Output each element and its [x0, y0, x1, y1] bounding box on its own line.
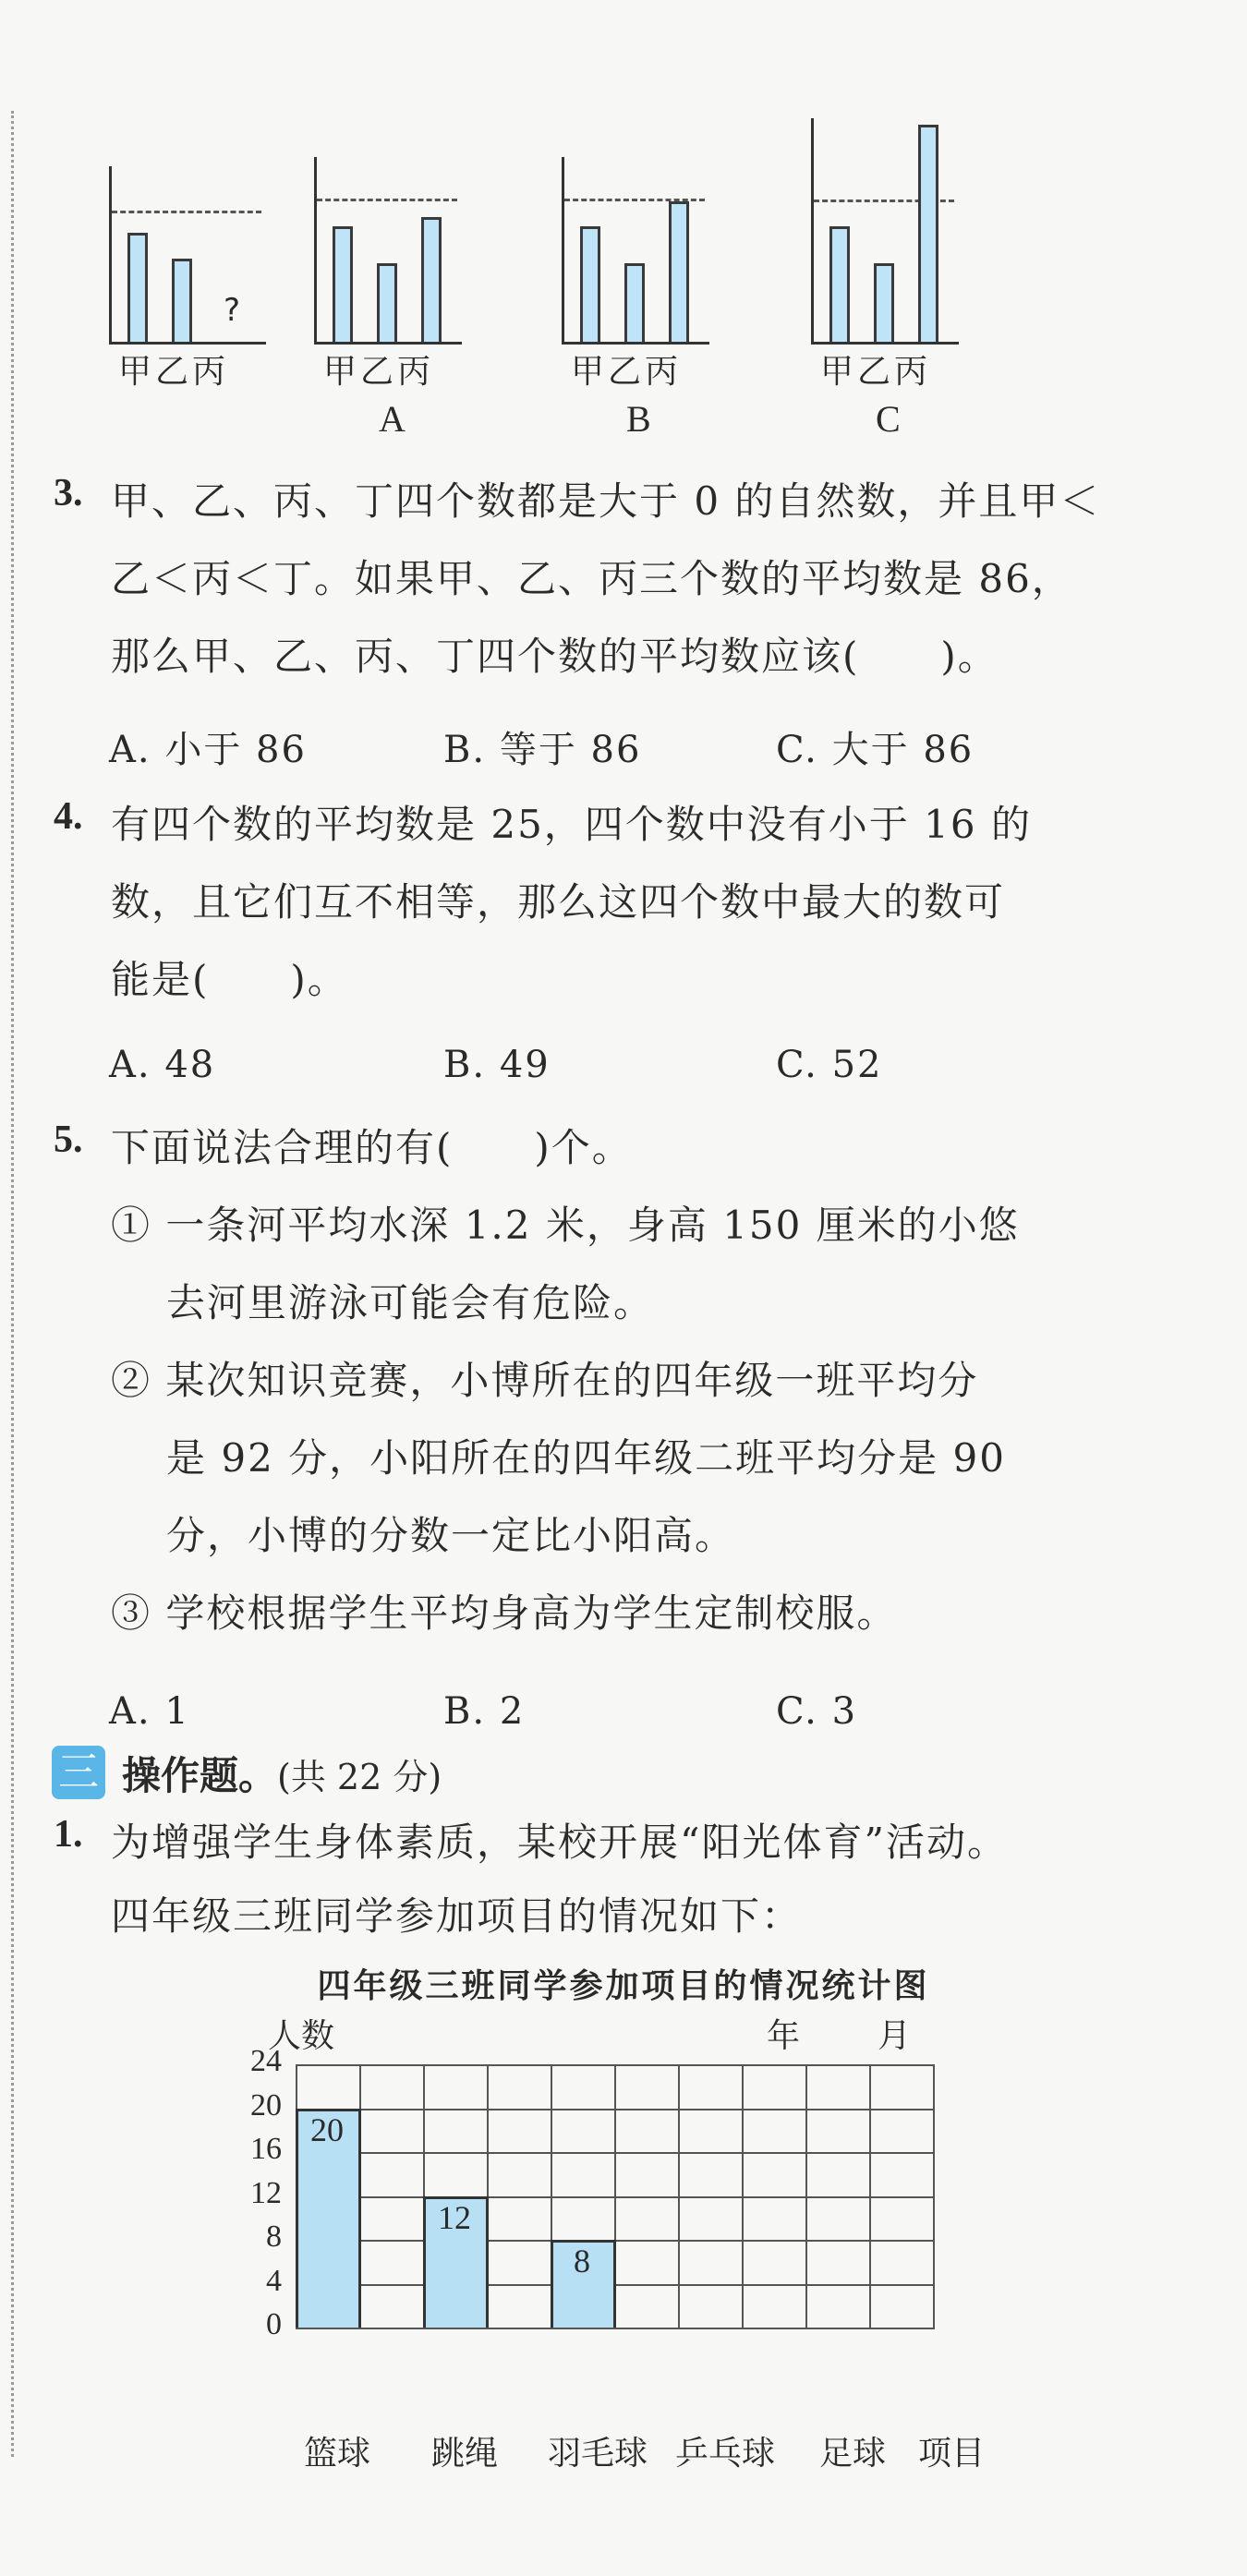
y-tick-label: 4: [266, 2263, 282, 2298]
x-category-label: 足球: [818, 2435, 886, 2473]
grid-v-line: [742, 2064, 744, 2328]
question-line: ② 某次知识竞赛，小博所在的四年级一班平均分: [111, 1358, 979, 1403]
section-title-text: 操作题。: [122, 1753, 278, 1798]
grid-h-line: [296, 2328, 935, 2329]
question-line: 去河里游泳可能会有危险。: [166, 1280, 655, 1325]
grid-v-line: [805, 2064, 807, 2328]
chart-value-label: 20: [310, 2110, 344, 2148]
y-tick-label: 24: [250, 2044, 282, 2078]
option-bar: [624, 263, 645, 342]
question-line: 数，且它们互不相等，那么这四个数中最大的数可: [111, 879, 1006, 925]
answer-option: C. 3: [776, 1690, 858, 1733]
option-bar: [874, 263, 894, 342]
chart-value-label: 8: [574, 2243, 590, 2280]
y-tick-label: 8: [266, 2219, 282, 2254]
x-axis-title: 项目: [917, 2435, 985, 2473]
x-category-label: 羽毛球: [547, 2435, 648, 2473]
grid-v-line: [678, 2064, 680, 2328]
answer-option: B. 49: [443, 1044, 551, 1086]
option-chart-2: [314, 157, 462, 397]
answer-option: A. 小于 86: [109, 729, 307, 771]
option-bar: [669, 201, 689, 342]
bar-labels: 甲乙丙: [820, 353, 932, 391]
option-chart-3: [562, 157, 709, 397]
y-axis: [811, 118, 814, 342]
question-number: 5.: [54, 1119, 83, 1161]
question-line: ③ 学校根据学生平均身高为学生定制校服。: [111, 1590, 898, 1636]
answer-option: A. 48: [109, 1044, 216, 1086]
x-category-label: 篮球: [303, 2435, 370, 2473]
grid-v-line: [869, 2064, 871, 2328]
bar-labels: 甲乙丙: [323, 353, 435, 391]
section-points: (共 22 分): [277, 1757, 442, 1797]
question-line: 甲、乙、丙、丁四个数都是大于 0 的自然数，并且甲＜: [111, 478, 1101, 524]
answer-option: B. 2: [443, 1690, 526, 1733]
task1-line-1: 为增强学生身体素质，某校开展“阳光体育”活动。: [111, 1820, 1008, 1865]
bar-labels: 甲乙丙: [571, 353, 683, 391]
option-letter: A: [379, 398, 406, 440]
option-bar: [829, 226, 850, 342]
option-chart-1: [109, 166, 266, 397]
chart-date-year: 年: [767, 2017, 801, 2055]
section-title: [122, 1746, 442, 1801]
chart-value-label: 12: [438, 2198, 471, 2236]
y-tick-label: 20: [250, 2087, 282, 2122]
x-axis: [811, 342, 959, 345]
option-chart-4: [811, 118, 959, 397]
answer-option: C. 52: [776, 1044, 883, 1086]
x-axis: [562, 342, 709, 345]
answer-option: A. 1: [109, 1690, 190, 1733]
x-axis: [314, 342, 462, 345]
margin-dotted-line: [11, 111, 14, 2457]
question-line: 是 92 分，小阳所在的四年级二班平均分是 90: [166, 1435, 1006, 1481]
question-line: 下面说法合理的有( )个。: [111, 1125, 633, 1170]
x-category-label: 乒乓球: [674, 2435, 775, 2473]
y-tick-label: 0: [266, 2307, 282, 2341]
chart-y-label: 人数: [268, 2017, 335, 2055]
y-tick-label: 12: [250, 2175, 282, 2210]
answer-option: C. 大于 86: [776, 729, 975, 771]
y-tick-label: 16: [250, 2132, 282, 2166]
y-axis: [314, 157, 317, 342]
option-letter: B: [626, 398, 651, 440]
bar-labels: 甲乙丙: [118, 353, 230, 391]
question-number: 4.: [54, 795, 83, 838]
x-axis: [109, 342, 266, 345]
question-mark: ?: [224, 292, 241, 329]
question-line: 分，小博的分数一定比小阳高。: [166, 1513, 736, 1558]
option-bar: [172, 259, 192, 342]
answer-option: B. 等于 86: [443, 729, 642, 771]
option-bar: [580, 226, 600, 342]
task1-line-2: 四年级三班同学参加项目的情况如下：: [111, 1893, 803, 1939]
option-letter: C: [876, 398, 901, 440]
task1-number: 1.: [54, 1813, 83, 1856]
section-badge: 三: [52, 1746, 105, 1799]
question-number: 3.: [54, 472, 83, 514]
grid-v-line: [933, 2064, 935, 2328]
option-bar: [377, 263, 397, 342]
y-axis: [109, 166, 112, 342]
reference-dashed-line: [317, 199, 457, 201]
question-line: ① 一条河平均水深 1.2 米，身高 150 厘米的小悠: [111, 1203, 1020, 1248]
chart-title: 四年级三班同学参加项目的情况统计图: [317, 1967, 930, 2005]
question-line: 那么甲、乙、丙、丁四个数的平均数应该( )。: [111, 634, 999, 679]
reference-dashed-line: [112, 211, 261, 213]
option-bar: [421, 217, 442, 342]
question-line: 乙＜丙＜丁。如果甲、乙、丙三个数的平均数是 86，: [111, 556, 1072, 601]
option-bar: [127, 233, 148, 342]
question-line: 有四个数的平均数是 25，四个数中没有小于 16 的: [111, 802, 1032, 847]
y-axis: [562, 157, 564, 342]
option-bar: [918, 125, 938, 342]
chart-date-month: 月: [878, 2017, 912, 2055]
question-line: 能是( )。: [111, 957, 348, 1002]
x-category-label: 跳绳: [430, 2435, 498, 2473]
option-bar: [333, 226, 353, 342]
